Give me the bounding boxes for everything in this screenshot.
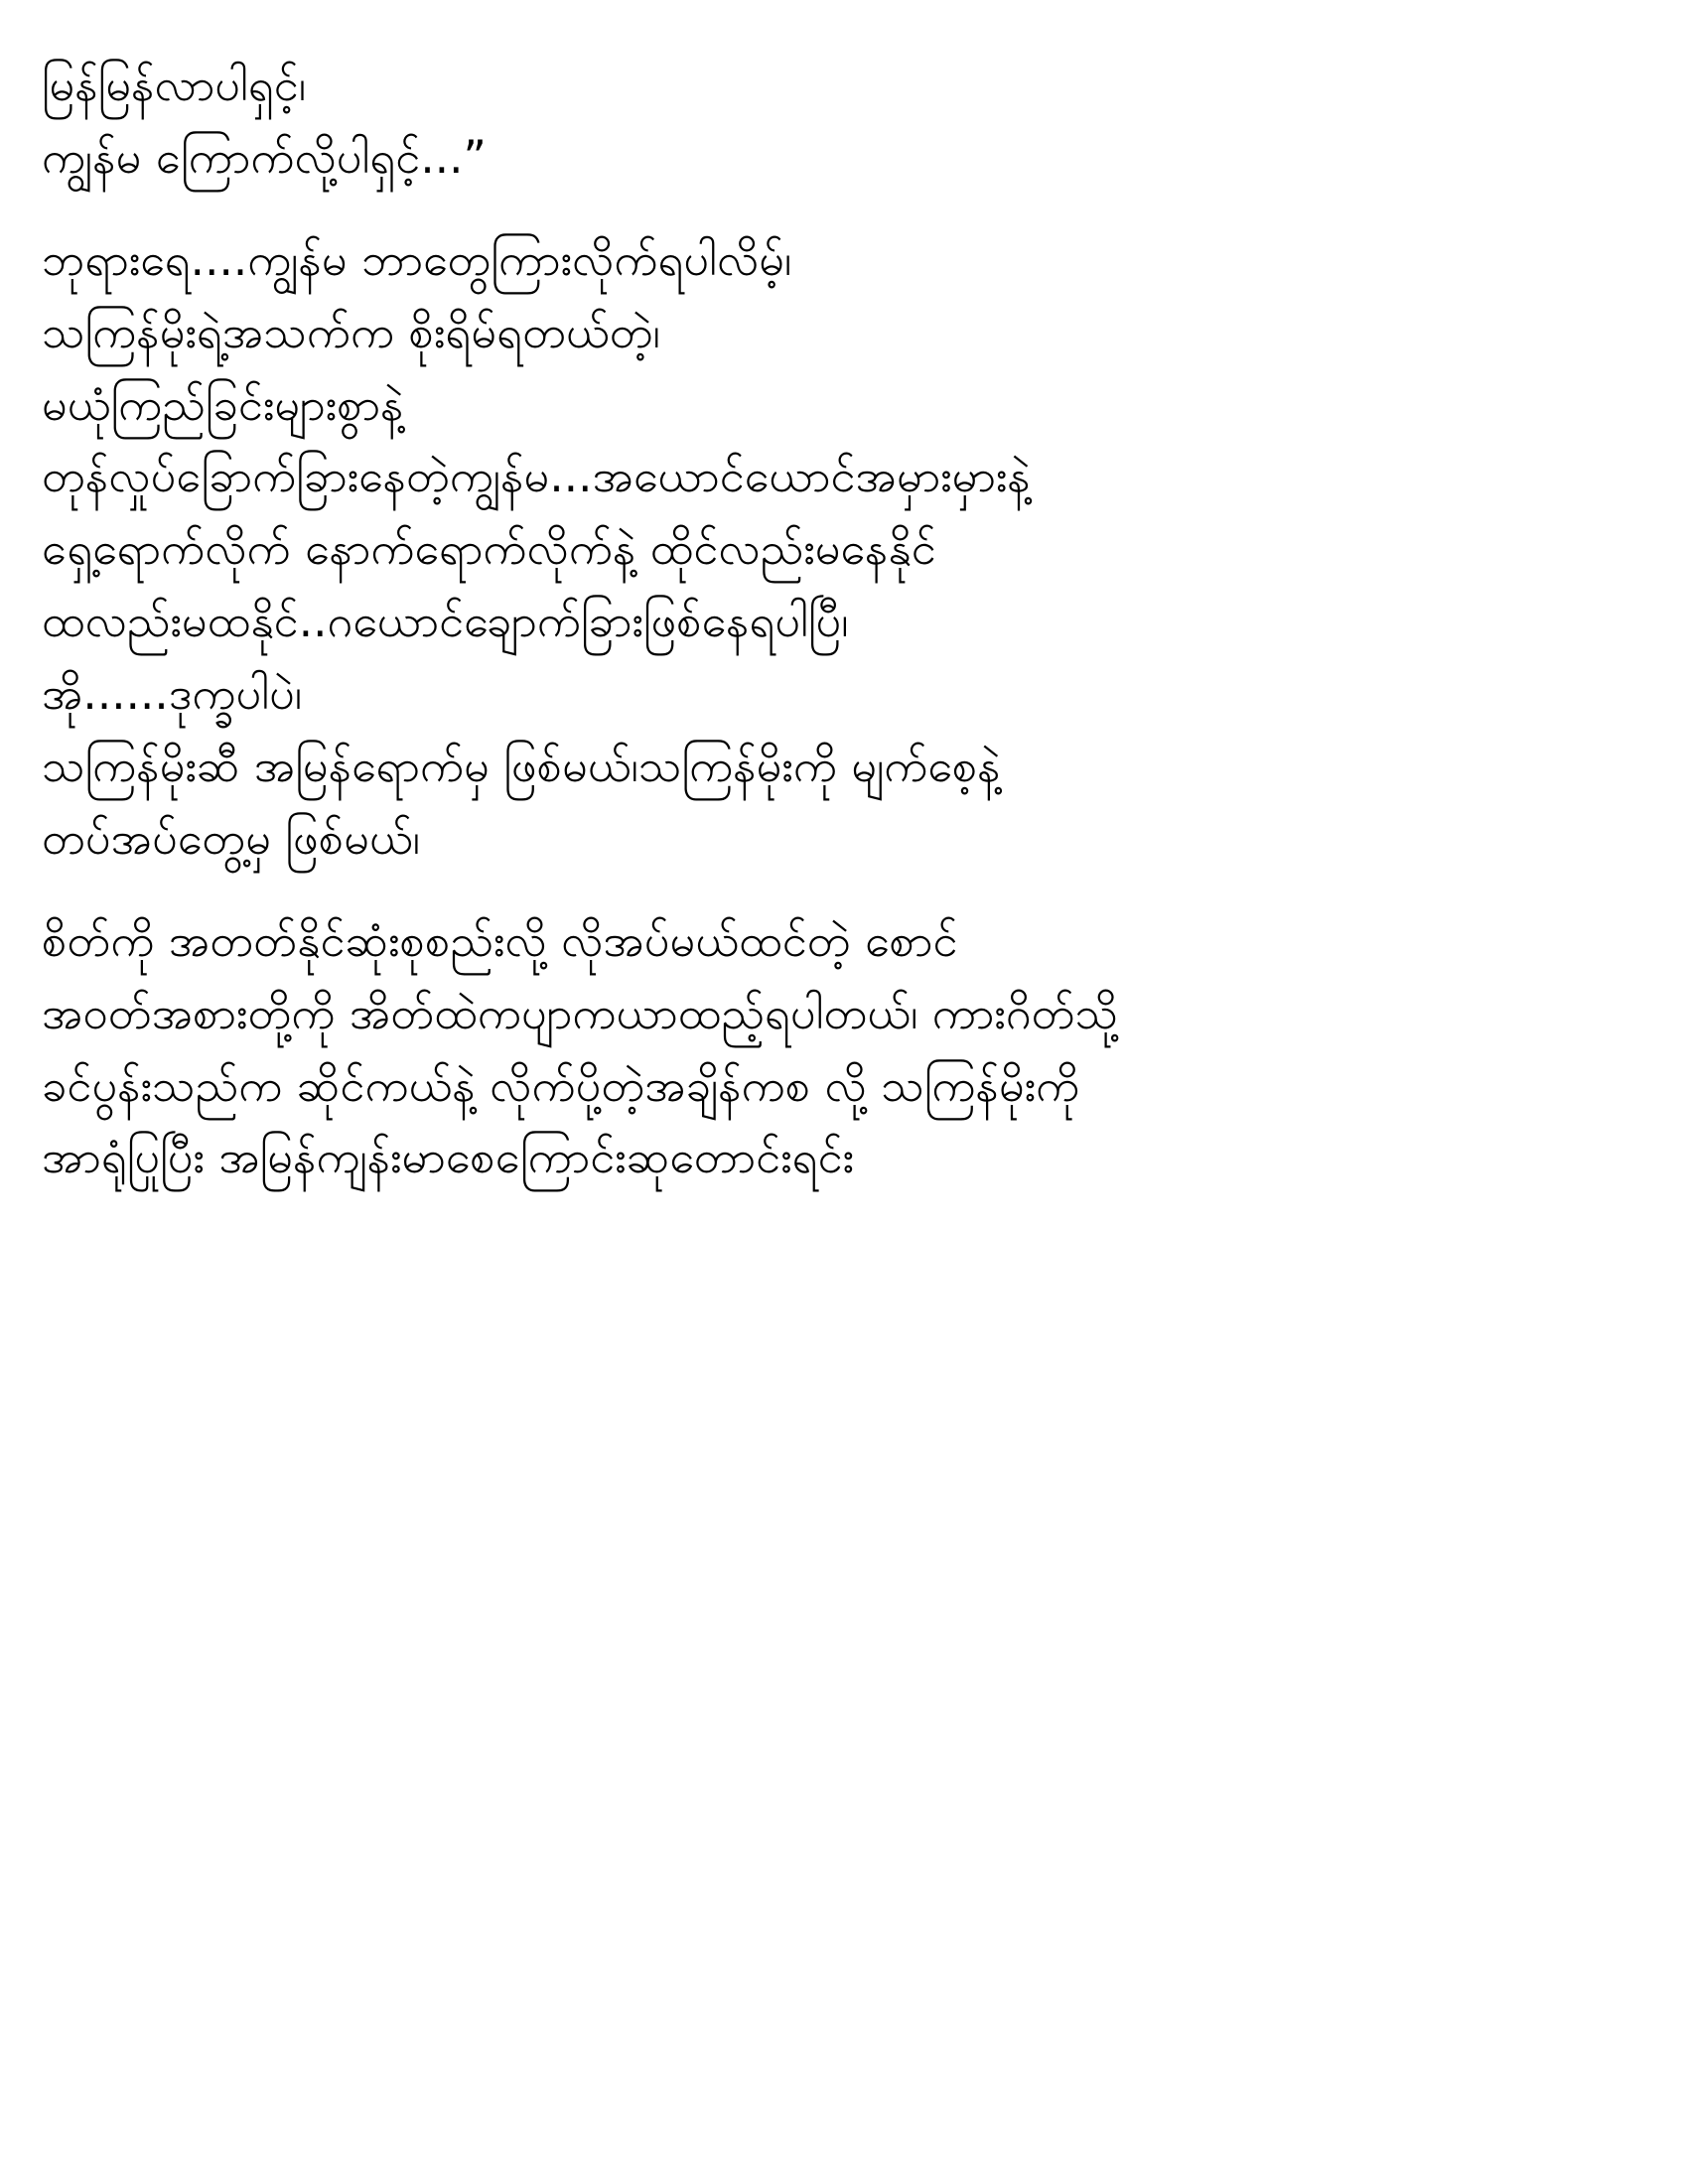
text-line: ခင်ပွန်းသည်က ဆိုင်ကယ်နဲ့ လိုက်ပို့တဲ့အချိန်ကစ လို့ သကြန်မိုးကို — [42, 1058, 1080, 1112]
paragraph-3 — [42, 905, 1628, 1195]
document-text-block — [42, 50, 1628, 1194]
text-line: စိတ်ကို အတတ်နိုင်ဆုံးစုစည်းလို့ လိုအပ်မယ်ထင်တဲ့ စောင် — [42, 913, 958, 967]
text-line: တုန်လှုပ်ခြောက်ခြားနေတဲ့ကျွန်မ...အယောင်ယောင်အမှားမှားနဲ့ — [42, 450, 1031, 503]
text-line: သကြန်မိုးဆီ အမြန်ရောက်မှ ဖြစ်မယ်၊သကြန်မိုးကို မျက်စေ့နဲ့ — [42, 740, 1001, 793]
text-line: ကျွန်မ ကြောက်လို့ပါရှင့်...” — [42, 130, 487, 184]
text-line: တပ်အပ်တွေ့မှ ဖြစ်မယ်၊ — [42, 811, 420, 865]
paragraph-1 — [42, 50, 1628, 195]
text-line: မြန်မြန်လာပါရှင့်၊ — [42, 59, 307, 111]
text-line: ထလည်းမထနိုင်..ဂယောင်ချောက်ခြားဖြစ်နေရပါပြီ၊ — [42, 595, 849, 648]
text-line: သကြန်မိုးရဲ့အသက်က စိုးရိမ်ရတယ်တဲ့၊ — [42, 305, 660, 358]
text-line: အာရုံပြုပြီး အမြန်ကျန်းမာစေကြောင်းဆုတောင်းရင်း — [42, 1131, 855, 1184]
text-line: မယုံကြည်ခြင်းများစွာနဲ့ — [42, 377, 404, 431]
text-line: ရှေ့ရောက်လိုက် နောက်ရောက်လိုက်နဲ့ ထိုင်လည်းမနေနိုင် — [42, 522, 936, 576]
text-line: အို......ဒုက္ခပါပဲ၊ — [42, 667, 303, 721]
text-line: အဝတ်အစားတို့ကို အိတ်ထဲကပျာကယာထည့်ရပါတယ်၊ ကားဂိတ်သို့ — [42, 986, 1119, 1039]
paragraph-2 — [42, 224, 1628, 876]
text-line: ဘုရားရေ....ကျွန်မ ဘာတွေကြားလိုက်ရပါလိမ့်၊ — [42, 232, 792, 286]
